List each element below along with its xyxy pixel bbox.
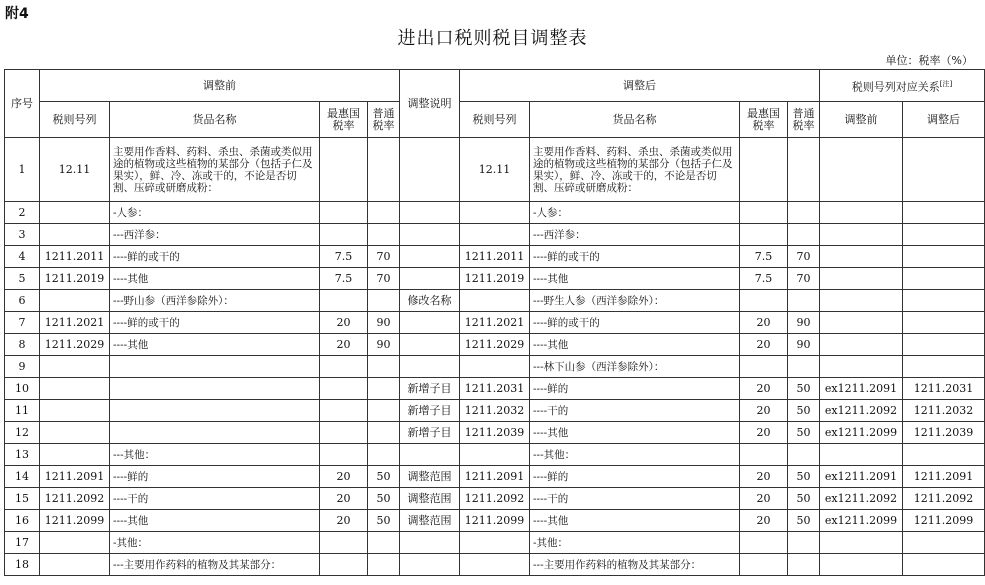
before-code-cell: 1211.2092 (40, 488, 110, 510)
before-goods-cell (110, 422, 320, 444)
after-goods-cell: ---野生人参（西洋参除外）： (530, 290, 740, 312)
after-mfn-cell (740, 532, 788, 554)
relation-before-cell (820, 268, 903, 290)
after-code-cell (460, 290, 530, 312)
after-goods-cell: ----鲜的或干的 (530, 246, 740, 268)
after-code-cell: 1211.2092 (460, 488, 530, 510)
relation-before-cell (820, 246, 903, 268)
relation-after-cell (903, 356, 985, 378)
table-row (5, 400, 985, 422)
before-code-cell: 1211.2021 (40, 312, 110, 334)
seq-cell: 3 (5, 224, 40, 246)
header-relation: 税则号列对应关系[注] (820, 70, 985, 102)
after-goods-cell: ---西洋参： (530, 224, 740, 246)
after-mfn-cell: 20 (740, 378, 788, 400)
after-general-cell (788, 444, 820, 466)
seq-cell: 17 (5, 532, 40, 554)
note-cell (400, 444, 460, 466)
note-cell (400, 532, 460, 554)
after-code-cell (460, 554, 530, 576)
before-general-cell (368, 290, 400, 312)
relation-before-cell (820, 334, 903, 356)
seq-cell: 18 (5, 554, 40, 576)
after-goods-cell: ----鲜的 (530, 466, 740, 488)
after-mfn-cell: 20 (740, 466, 788, 488)
after-general-cell: 50 (788, 378, 820, 400)
after-general-cell (788, 532, 820, 554)
after-goods-cell: 主要用作香料、药料、杀虫、杀菌或类似用途的植物或这些植物的某部分（包括子仁及果实），鲜、冷、冻或干的，不论是否切割、压碎或研磨成粉： (530, 138, 740, 202)
note-cell (400, 554, 460, 576)
relation-after-cell: 1211.2091 (903, 466, 985, 488)
before-general-cell: 50 (368, 510, 400, 532)
note-cell: 调整范围 (400, 488, 460, 510)
after-code-cell: 1211.2099 (460, 510, 530, 532)
before-general-cell (368, 422, 400, 444)
header-after-mfn: 最惠国税率 (740, 102, 788, 138)
annex-label: 附4 (5, 6, 29, 22)
table-row (5, 532, 985, 554)
relation-footnote-mark: [注] (939, 79, 953, 88)
before-mfn-cell: 20 (320, 466, 368, 488)
seq-cell: 4 (5, 246, 40, 268)
after-general-cell: 50 (788, 510, 820, 532)
before-code-cell (40, 444, 110, 466)
relation-after-cell: 1211.2032 (903, 400, 985, 422)
relation-before-cell: ex1211.2091 (820, 378, 903, 400)
relation-after-cell: 1211.2092 (903, 488, 985, 510)
before-goods-cell (110, 400, 320, 422)
before-mfn-cell: 7.5 (320, 246, 368, 268)
table-row (5, 138, 985, 202)
before-goods-cell: ----其他 (110, 510, 320, 532)
relation-after-cell (903, 138, 985, 202)
table-row (5, 510, 985, 532)
before-mfn-cell (320, 356, 368, 378)
before-mfn-cell: 20 (320, 488, 368, 510)
before-mfn-cell (320, 290, 368, 312)
seq-cell: 2 (5, 202, 40, 224)
header-after: 调整后 (460, 70, 820, 102)
after-general-cell: 50 (788, 400, 820, 422)
before-goods-cell: -其他： (110, 532, 320, 554)
relation-after-cell (903, 290, 985, 312)
after-mfn-cell: 20 (740, 334, 788, 356)
after-general-cell: 50 (788, 466, 820, 488)
after-mfn-cell: 20 (740, 422, 788, 444)
after-code-cell: 1211.2032 (460, 400, 530, 422)
header-after-goods: 货品名称 (530, 102, 740, 138)
unit-note: 单位：税率（%） (885, 54, 973, 67)
before-code-cell: 1211.2091 (40, 466, 110, 488)
relation-after-cell: 1211.2039 (903, 422, 985, 444)
before-goods-cell: ---野山参（西洋参除外）： (110, 290, 320, 312)
header-before-mfn: 最惠国税率 (320, 102, 368, 138)
before-goods-cell: ----鲜的或干的 (110, 246, 320, 268)
after-general-cell: 70 (788, 246, 820, 268)
note-cell (400, 224, 460, 246)
after-code-cell: 1211.2011 (460, 246, 530, 268)
after-goods-cell: ----其他 (530, 268, 740, 290)
before-general-cell (368, 202, 400, 224)
after-code-cell (460, 224, 530, 246)
seq-cell: 9 (5, 356, 40, 378)
after-mfn-cell: 20 (740, 400, 788, 422)
after-code-cell (460, 532, 530, 554)
after-mfn-cell (740, 356, 788, 378)
relation-before-cell: ex1211.2091 (820, 466, 903, 488)
before-goods-cell: ----其他 (110, 268, 320, 290)
relation-after-cell (903, 532, 985, 554)
before-mfn-cell (320, 378, 368, 400)
after-goods-cell: ----其他 (530, 422, 740, 444)
after-general-cell (788, 224, 820, 246)
before-goods-cell: ----鲜的 (110, 466, 320, 488)
before-mfn-cell (320, 138, 368, 202)
before-general-cell (368, 554, 400, 576)
relation-after-cell: 1211.2031 (903, 378, 985, 400)
relation-before-cell: ex1211.2099 (820, 510, 903, 532)
before-goods-cell: -人参： (110, 202, 320, 224)
after-goods-cell: ---林下山参（西洋参除外）： (530, 356, 740, 378)
note-cell (400, 202, 460, 224)
before-goods-cell: ----干的 (110, 488, 320, 510)
after-general-cell: 50 (788, 488, 820, 510)
table-row (5, 268, 985, 290)
before-goods-cell: 主要用作香料、药料、杀虫、杀菌或类似用途的植物或这些植物的某部分（包括子仁及果实），鲜、冷、冻或干的，不论是否切割、压碎或研磨成粉： (110, 138, 320, 202)
before-code-cell (40, 224, 110, 246)
relation-after-cell (903, 224, 985, 246)
after-code-cell: 1211.2029 (460, 334, 530, 356)
relation-after-cell (903, 312, 985, 334)
before-general-cell (368, 224, 400, 246)
before-code-cell (40, 422, 110, 444)
note-cell (400, 246, 460, 268)
before-mfn-cell (320, 202, 368, 224)
before-mfn-cell (320, 444, 368, 466)
before-goods-cell (110, 356, 320, 378)
after-goods-cell: -其他： (530, 532, 740, 554)
seq-cell: 16 (5, 510, 40, 532)
relation-after-cell (903, 334, 985, 356)
seq-cell: 6 (5, 290, 40, 312)
table-row (5, 554, 985, 576)
header-seq: 序号 (5, 70, 40, 138)
table-row (5, 444, 985, 466)
after-general-cell (788, 356, 820, 378)
header-before-code: 税则号列 (40, 102, 110, 138)
after-code-cell: 1211.2019 (460, 268, 530, 290)
page-title: 进出口税则税目调整表 (397, 28, 588, 49)
before-mfn-cell (320, 422, 368, 444)
note-cell: 新增子目 (400, 378, 460, 400)
table-row (5, 290, 985, 312)
after-mfn-cell: 7.5 (740, 268, 788, 290)
before-mfn-cell (320, 532, 368, 554)
after-mfn-cell (740, 290, 788, 312)
after-general-cell: 90 (788, 334, 820, 356)
before-code-cell (40, 356, 110, 378)
table-row (5, 202, 985, 224)
after-code-cell: 1211.2039 (460, 422, 530, 444)
header-before-goods: 货品名称 (110, 102, 320, 138)
after-goods-cell: ----其他 (530, 510, 740, 532)
note-cell (400, 312, 460, 334)
before-goods-cell: ---其他： (110, 444, 320, 466)
before-code-cell (40, 378, 110, 400)
before-code-cell (40, 202, 110, 224)
before-code-cell: 1211.2099 (40, 510, 110, 532)
after-general-cell (788, 290, 820, 312)
after-code-cell (460, 202, 530, 224)
tariff-table (4, 69, 985, 576)
before-goods-cell: ----鲜的或干的 (110, 312, 320, 334)
before-code-cell: 1211.2019 (40, 268, 110, 290)
header-after-code: 税则号列 (460, 102, 530, 138)
relation-before-cell (820, 554, 903, 576)
after-general-cell (788, 554, 820, 576)
after-general-cell: 90 (788, 312, 820, 334)
relation-after-cell (903, 202, 985, 224)
before-code-cell: 1211.2029 (40, 334, 110, 356)
table-row (5, 356, 985, 378)
before-general-cell (368, 378, 400, 400)
relation-after-cell (903, 444, 985, 466)
before-mfn-cell: 20 (320, 510, 368, 532)
after-goods-cell: ---主要用作药料的植物及其某部分： (530, 554, 740, 576)
table-row (5, 488, 985, 510)
after-goods-cell: -人参： (530, 202, 740, 224)
header-after-general: 普通税率 (788, 102, 820, 138)
before-general-cell: 90 (368, 334, 400, 356)
seq-cell: 15 (5, 488, 40, 510)
seq-cell: 11 (5, 400, 40, 422)
note-cell (400, 334, 460, 356)
header-relation-before: 调整前 (820, 102, 903, 138)
seq-cell: 7 (5, 312, 40, 334)
seq-cell: 13 (5, 444, 40, 466)
after-mfn-cell: 20 (740, 488, 788, 510)
relation-after-cell (903, 268, 985, 290)
seq-cell: 10 (5, 378, 40, 400)
header-before: 调整前 (40, 70, 400, 102)
note-cell: 调整范围 (400, 466, 460, 488)
table-row (5, 422, 985, 444)
note-cell (400, 138, 460, 202)
after-code-cell: 1211.2021 (460, 312, 530, 334)
before-general-cell: 50 (368, 488, 400, 510)
before-code-cell (40, 400, 110, 422)
before-general-cell (368, 138, 400, 202)
before-goods-cell: ---主要用作药料的植物及其某部分： (110, 554, 320, 576)
note-cell: 新增子目 (400, 400, 460, 422)
seq-cell: 12 (5, 422, 40, 444)
before-goods-cell: ----其他 (110, 334, 320, 356)
seq-cell: 14 (5, 466, 40, 488)
after-code-cell: 12.11 (460, 138, 530, 202)
note-cell: 调整范围 (400, 510, 460, 532)
after-general-cell: 70 (788, 268, 820, 290)
before-mfn-cell (320, 224, 368, 246)
before-general-cell (368, 444, 400, 466)
table-row (5, 246, 985, 268)
after-goods-cell: ----干的 (530, 488, 740, 510)
after-mfn-cell (740, 202, 788, 224)
relation-before-cell: ex1211.2092 (820, 400, 903, 422)
seq-cell: 1 (5, 138, 40, 202)
table-row (5, 378, 985, 400)
after-code-cell: 1211.2091 (460, 466, 530, 488)
before-general-cell (368, 400, 400, 422)
after-goods-cell: ---其他： (530, 444, 740, 466)
after-mfn-cell: 20 (740, 510, 788, 532)
before-general-cell: 70 (368, 268, 400, 290)
relation-before-cell: ex1211.2099 (820, 422, 903, 444)
before-code-cell (40, 554, 110, 576)
before-mfn-cell (320, 400, 368, 422)
relation-after-cell: 1211.2099 (903, 510, 985, 532)
after-mfn-cell: 20 (740, 312, 788, 334)
relation-before-cell: ex1211.2092 (820, 488, 903, 510)
before-mfn-cell: 7.5 (320, 268, 368, 290)
before-general-cell: 90 (368, 312, 400, 334)
before-goods-cell: ---西洋参： (110, 224, 320, 246)
before-mfn-cell: 20 (320, 312, 368, 334)
after-general-cell (788, 202, 820, 224)
relation-before-cell (820, 312, 903, 334)
after-mfn-cell (740, 224, 788, 246)
before-mfn-cell: 20 (320, 334, 368, 356)
after-goods-cell: ----鲜的 (530, 378, 740, 400)
relation-before-cell (820, 202, 903, 224)
before-code-cell (40, 290, 110, 312)
before-general-cell: 70 (368, 246, 400, 268)
before-general-cell (368, 532, 400, 554)
after-mfn-cell (740, 554, 788, 576)
header-before-general: 普通税率 (368, 102, 400, 138)
relation-after-cell (903, 554, 985, 576)
table-row (5, 312, 985, 334)
relation-before-cell (820, 138, 903, 202)
table-row (5, 466, 985, 488)
after-general-cell (788, 138, 820, 202)
relation-before-cell (820, 532, 903, 554)
after-code-cell: 1211.2031 (460, 378, 530, 400)
note-cell: 修改名称 (400, 290, 460, 312)
relation-before-cell (820, 224, 903, 246)
before-code-cell: 1211.2011 (40, 246, 110, 268)
seq-cell: 5 (5, 268, 40, 290)
after-mfn-cell: 7.5 (740, 246, 788, 268)
header-relation-after: 调整后 (903, 102, 985, 138)
header-note: 调整说明 (400, 70, 460, 138)
note-cell (400, 268, 460, 290)
after-mfn-cell (740, 138, 788, 202)
relation-before-cell (820, 356, 903, 378)
before-code-cell: 12.11 (40, 138, 110, 202)
after-mfn-cell (740, 444, 788, 466)
before-mfn-cell (320, 554, 368, 576)
seq-cell: 8 (5, 334, 40, 356)
relation-before-cell (820, 444, 903, 466)
after-goods-cell: ----其他 (530, 334, 740, 356)
before-code-cell (40, 532, 110, 554)
after-code-cell (460, 444, 530, 466)
table-row (5, 334, 985, 356)
after-code-cell (460, 356, 530, 378)
before-goods-cell (110, 378, 320, 400)
relation-before-cell (820, 290, 903, 312)
after-goods-cell: ----干的 (530, 400, 740, 422)
after-general-cell: 50 (788, 422, 820, 444)
before-general-cell (368, 356, 400, 378)
relation-after-cell (903, 246, 985, 268)
note-cell: 新增子目 (400, 422, 460, 444)
note-cell (400, 356, 460, 378)
after-goods-cell: ----鲜的或干的 (530, 312, 740, 334)
table-row (5, 224, 985, 246)
before-general-cell: 50 (368, 466, 400, 488)
